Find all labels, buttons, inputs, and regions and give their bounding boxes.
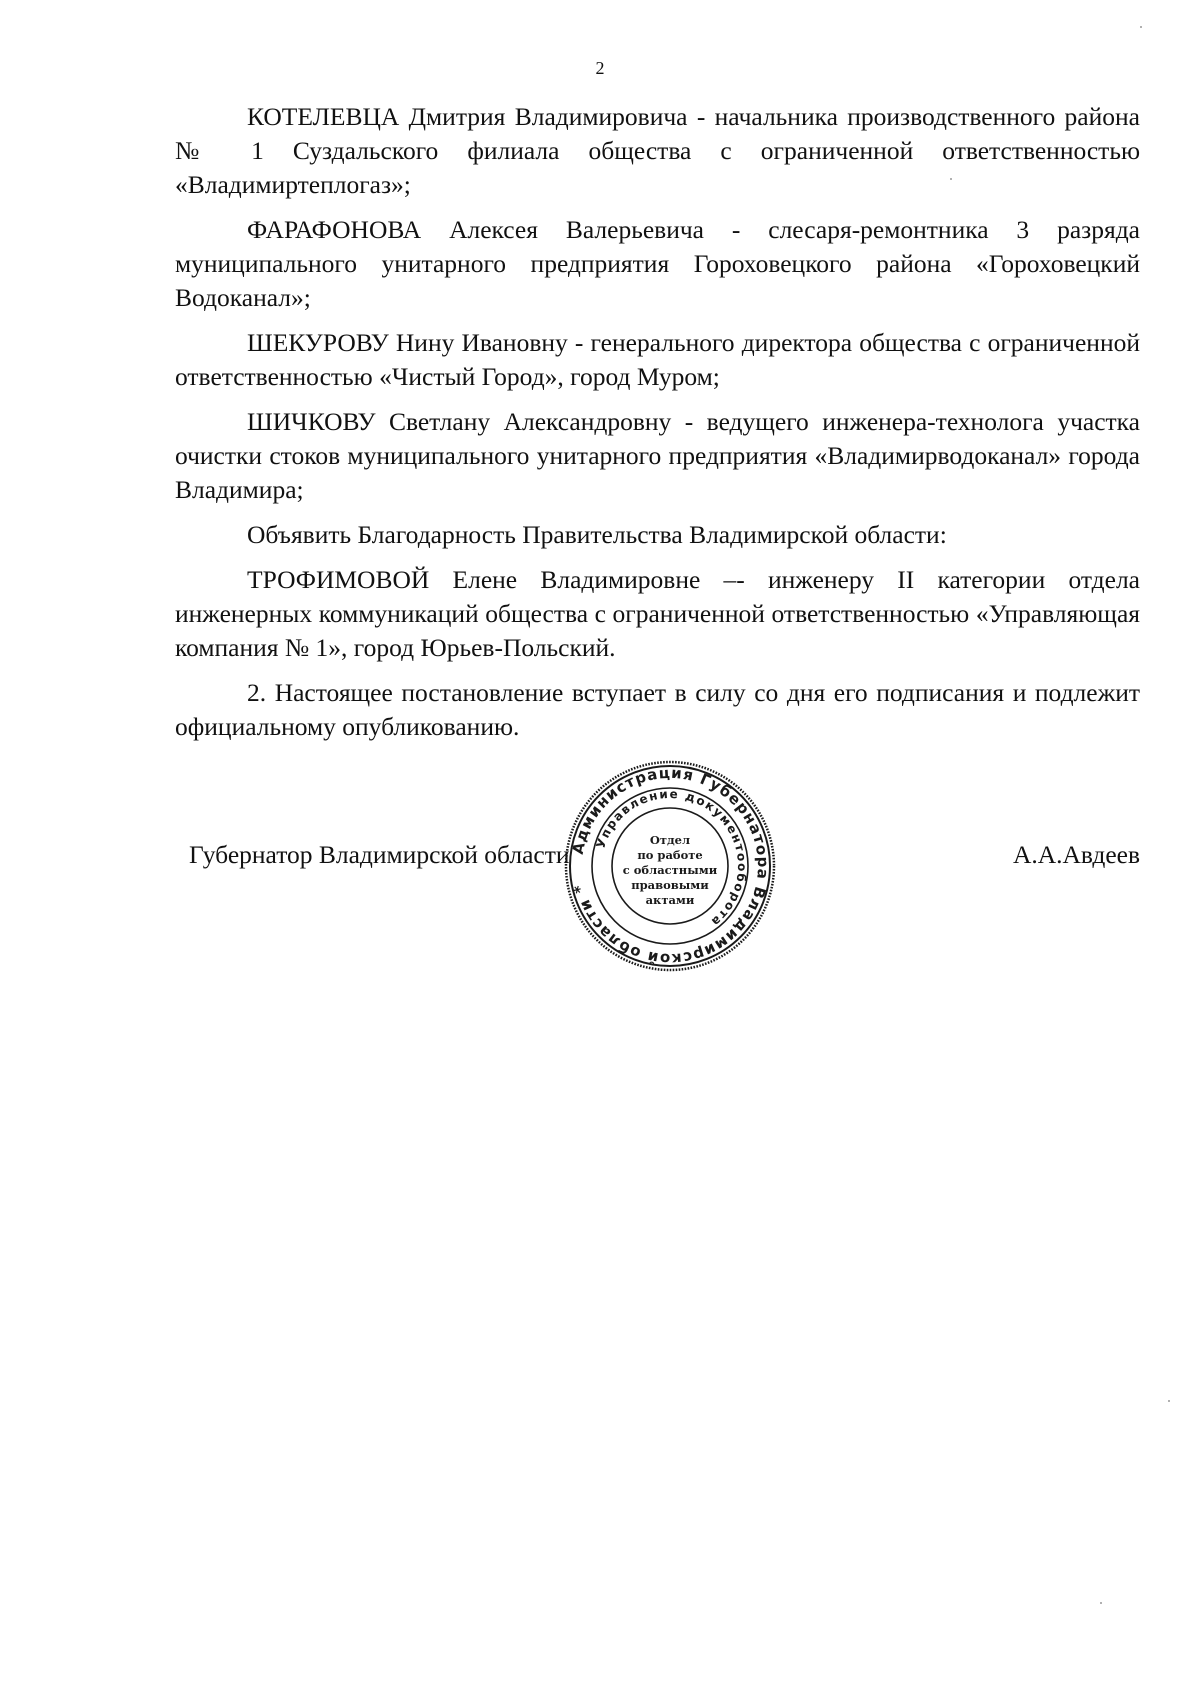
paragraph-award-shekurova: ШЕКУРОВУ Нину Ивановну - генерального директора общества с ограниченной ответственностью «Чистый Город», город Муром; [175, 328, 1140, 391]
paragraph-award-kotelevets: КОТЕЛЕВЦА Дмитрия Владимировича - начальника производственного района № 1 Суздальского филиала общества с ограниченной ответственностью «Владимиртеплогаз»; [175, 102, 1140, 199]
page-number: 2 [595, 58, 605, 78]
official-seal-stamp [562, 758, 778, 974]
scan-speck [950, 178, 952, 180]
svg-text:Отдел: Отдел [649, 833, 691, 847]
svg-text:правовыми: правовыми [631, 878, 709, 892]
signatory-position: Губернатор Владимирской области [189, 840, 570, 869]
svg-text:с областными: с областными [622, 863, 718, 877]
paragraph-award-farafonov: ФАРАФОНОВА Алексея Валерьевича - слесаря-ремонтника 3 разряда муниципального унитарного предприятия Гороховецкого района «Гороховецкий Водоканал»; [175, 215, 1140, 312]
svg-text:актами: актами [645, 893, 695, 907]
document-body [175, 100, 1140, 755]
svg-text:Администрация Губернатора Влад: Администрация Губернатора Владимирской области * [568, 763, 773, 969]
paragraph-gratitude-trofimova: ТРОФИМОВОЙ Елене Владимировне –- инженеру II категории отдела инженерных коммуникаций общества с ограниченной ответственностью «Управляющая компания № 1», город Юрьев-Польский. [175, 565, 1140, 662]
svg-text:по работе: по работе [637, 848, 703, 862]
paragraph-gratitude-heading: Объявить Благодарность Правительства Владимирской области: [247, 520, 947, 549]
paragraph-effective-date: 2. Настоящее постановление вступает в силу со дня его подписания и подлежит официальному опубликованию. [175, 678, 1140, 741]
scan-speck [1100, 1602, 1102, 1604]
scan-speck [1140, 26, 1142, 28]
scan-speck [1168, 1400, 1170, 1402]
svg-text:Управление документооборота: Управление документооборота [593, 786, 750, 930]
paragraph-award-shichkova: ШИЧКОВУ Светлану Александровну - ведущего инженера-технолога участка очистки стоков муниципального унитарного предприятия «Владимирводоканал» города Владимира; [175, 407, 1140, 504]
signatory-name: А.А.Авдеев [1012, 840, 1140, 869]
